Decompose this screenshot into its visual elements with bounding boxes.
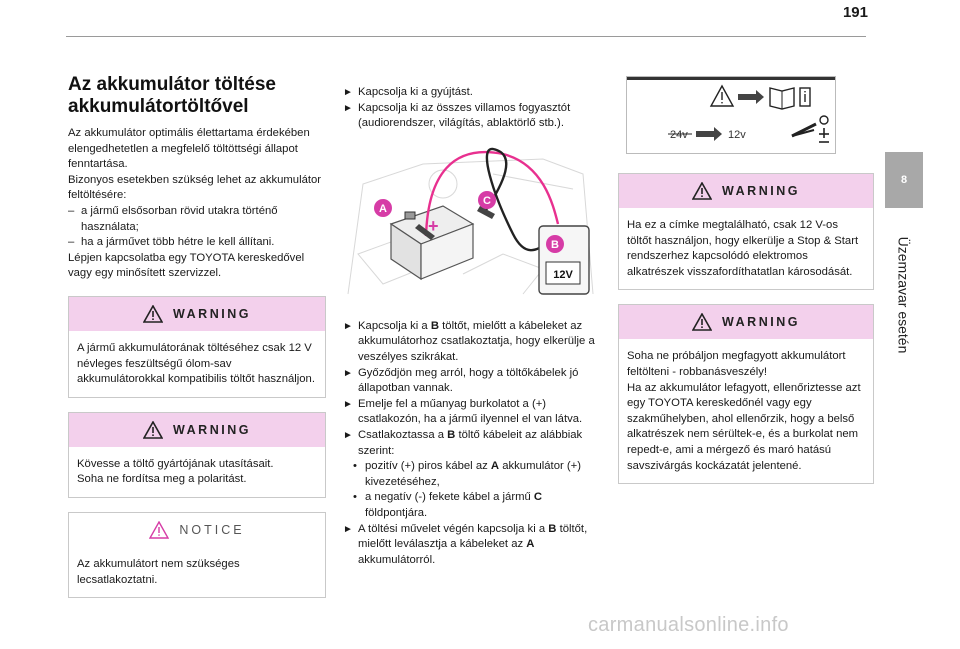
warning-triangle-icon xyxy=(692,313,712,331)
step-item: ► Csatlakoztassa a B töltő kábeleit az alábbiak szerint: xyxy=(343,428,583,457)
charging-illustration xyxy=(343,144,605,304)
callout-a-label: A xyxy=(379,202,387,215)
steps-list xyxy=(343,319,605,569)
chapter-tab[interactable]: 8 xyxy=(885,152,923,208)
voltage-24v-crossed: 24v xyxy=(670,129,688,141)
warning-header xyxy=(69,413,325,447)
step-item: ► A töltési művelet végén kapcsolja ki a B töltőt, mielőtt leválasztja a kábeleket az A akkumulátorról. xyxy=(343,522,588,566)
warning-text: Ha ez a címke megtalálható, csak 12 V-os töltőt használjon, hogy elkerülje a Stop & Start rendszerhez kapcsolódó elektromos alkatrészek visszafordíthatatlan károsodását. xyxy=(627,219,859,278)
page-number: 191 xyxy=(842,4,868,21)
step-item: ► Kapcsolja ki a gyújtást. xyxy=(343,86,473,98)
warning-title: WARNING xyxy=(173,306,251,321)
svg-text:+: + xyxy=(428,215,439,236)
charger-icon xyxy=(539,226,589,294)
warning-box xyxy=(618,304,874,484)
header-rule xyxy=(66,36,866,37)
intro-paragraph: Bizonyos esetekben szükség lehet az akkumulátor feltöltésére: xyxy=(68,173,322,202)
warning-box xyxy=(68,412,326,498)
intro-paragraph: Az akkumulátor optimális élettartama érdekében elengedhetetlen a megfelelő töltöttségi állapot fenntartása. xyxy=(68,127,310,171)
notice-header xyxy=(69,513,325,547)
warning-text: Soha ne próbáljon megfagyott akkumulátort feltölteni - robbanásveszély! xyxy=(627,350,846,378)
sub-item: • pozitív (+) piros kábel az A akkumulátor (+) kivezetéséhez, xyxy=(353,460,581,488)
warning-title: WARNING xyxy=(173,422,251,437)
callout-c-label: C xyxy=(483,194,491,207)
warning-header xyxy=(69,297,325,331)
warning-text: Soha ne fordítsa meg a polaritást. xyxy=(77,473,247,486)
voltage-12v: 12v xyxy=(728,129,746,141)
column-3 xyxy=(618,76,874,484)
notice-triangle-icon xyxy=(149,521,169,539)
stop-start-label-image xyxy=(626,76,836,154)
callout-c xyxy=(478,191,496,209)
warning-triangle-icon xyxy=(143,421,163,439)
dash-item: – ha a járművet több hétre le kell állítani. xyxy=(68,236,275,249)
callout-b-label: B xyxy=(551,238,559,251)
column-2 xyxy=(343,85,605,568)
warning-title: WARNING xyxy=(722,315,800,330)
step-item: ► Emelje fel a műanyag burkolatot a (+) csatlakozón, ha a jármű ilyennel el van látva. xyxy=(343,397,583,426)
callout-b xyxy=(546,235,564,253)
warning-text: Ha az akkumulátor lefagyott, ellenőriztesse azt egy TOYOTA kereskedőnél vagy egy szakműhelyben, ahol ellenőrzik, hogy a belső alkatrészek nem sérültek-e, és a burkolat nem repedt-e, ami a mérgező és maró hatású savszivárgás kockázatát jelentené. xyxy=(627,381,861,472)
column-1 xyxy=(68,74,326,598)
step-item: ► Kapcsolja ki az összes villamos fogyasztót (audiorendszer, világítás, ablaktörlő stb.). xyxy=(343,101,571,130)
warning-box xyxy=(68,296,326,398)
warning-header xyxy=(619,305,873,339)
intro-paragraph: Lépjen kapcsolatba egy TOYOTA kereskedővel vagy egy minősített szervizzel. xyxy=(68,251,305,280)
chapter-title xyxy=(888,215,918,375)
chapter-title-text: Üzemzavar esetén xyxy=(895,236,911,354)
callout-a xyxy=(374,199,392,217)
warning-box xyxy=(618,173,874,290)
step-item: ► Kapcsolja ki a B töltőt, mielőtt a kábeleket az akkumulátorhoz csatlakoztatja, hogy elkerülje a veszélyes szikrákat. xyxy=(343,319,595,363)
warning-triangle-icon xyxy=(143,305,163,323)
dash-item: – a jármű elsősorban rövid utakra történő használata; xyxy=(68,204,278,233)
intro-text xyxy=(68,126,326,282)
watermark-text[interactable]: carmanualsonline.info xyxy=(588,614,789,636)
warning-text: A jármű akkumulátorának töltéséhez csak 12 V névleges feszültségű ólom-sav akkumulátorokkal kompatibilis töltőt használjon. xyxy=(77,341,315,386)
notice-box xyxy=(68,512,326,598)
warning-header xyxy=(619,174,873,208)
warning-triangle-icon xyxy=(692,182,712,200)
notice-text: Az akkumulátort nem szükséges lecsatlakoztatni. xyxy=(77,557,240,586)
charger-voltage-label: 12V xyxy=(553,268,573,281)
warning-title: WARNING xyxy=(722,184,800,198)
warning-text: Kövesse a töltő gyártójának utasításait. xyxy=(77,457,274,470)
step-item: ► Győződjön meg arról, hogy a töltőkábelek jó állapotban vannak. xyxy=(343,366,579,395)
notice-title: NOTICE xyxy=(179,522,245,537)
section-heading: Az akkumulátor töltése akkumulátortöltővel xyxy=(68,74,276,117)
sub-item: • a negatív (-) fekete kábel a jármű C földpontjára. xyxy=(353,491,543,519)
